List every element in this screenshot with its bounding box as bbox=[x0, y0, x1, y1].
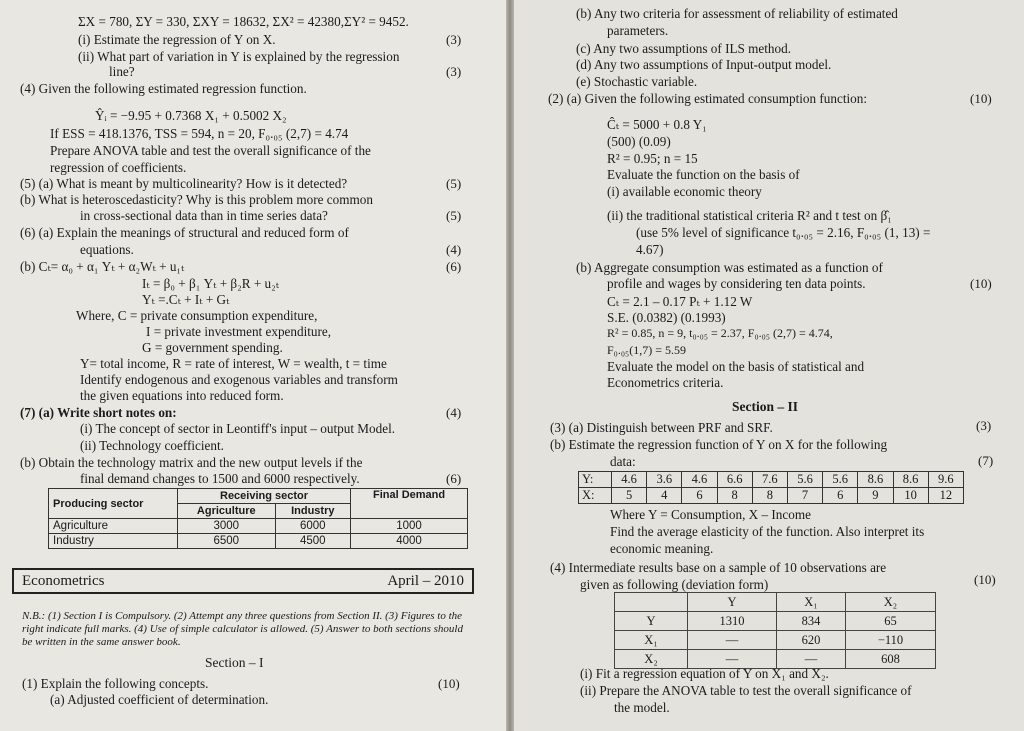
q5a: (5) (a) What is meant by multicolinearity? How is it detected? bbox=[20, 176, 348, 191]
q7b: (b) Obtain the technology matrix and the new output levels if the bbox=[20, 455, 363, 470]
table-header bbox=[615, 593, 936, 612]
mark: (5) bbox=[446, 176, 462, 191]
aggregate-eq: Cₜ = 2.1 – 0.17 Pₜ + 1.12 W bbox=[607, 294, 753, 309]
q4-intermediate-cont: given as following (deviation form) bbox=[580, 577, 769, 592]
cell: 6.6 bbox=[717, 472, 752, 488]
mark: (6) bbox=[446, 471, 462, 486]
cell: — bbox=[688, 631, 777, 650]
q2a-ii-cont: (use 5% level of significance t₀.₀₅ = 2.16, F₀.₀₅ (1, 13) = bbox=[636, 225, 931, 240]
cell: 9 bbox=[858, 488, 893, 504]
standard-errors: (500) (0.09) bbox=[607, 134, 671, 149]
page-gutter bbox=[506, 0, 514, 731]
q5b-cont: in cross-sectional data than in time series data? bbox=[80, 208, 328, 223]
q3-ii-cont: line? bbox=[109, 64, 135, 79]
table-row bbox=[615, 612, 936, 631]
cell: 7 bbox=[787, 488, 822, 504]
cell: 620 bbox=[776, 631, 845, 650]
cell: Y bbox=[615, 612, 688, 631]
cell: — bbox=[776, 650, 845, 669]
consumption-eq: Ĉₜ = 5000 + 0.8 Y₁ bbox=[607, 117, 707, 132]
q7a-ii: (ii) Technology coefficient. bbox=[80, 438, 224, 453]
where-i: I = private investment expenditure, bbox=[146, 324, 332, 339]
row-label: X: bbox=[579, 488, 612, 504]
q6b-task-cont: the given equations into reduced form. bbox=[80, 388, 284, 403]
cell: 4500 bbox=[275, 534, 351, 549]
q4-i: (i) Fit a regression equation of Y on X₁ and X₂. bbox=[580, 666, 829, 681]
table-row-x bbox=[579, 488, 964, 504]
subject-title: Econometrics bbox=[22, 573, 105, 589]
q1d: (d) Any two assumptions of Input-output model. bbox=[576, 57, 832, 72]
mark: (10) bbox=[970, 91, 992, 106]
th-agriculture: Agriculture bbox=[178, 504, 276, 519]
cell: X₁ bbox=[776, 593, 845, 612]
cell: 4.6 bbox=[612, 472, 647, 488]
mark: (6) bbox=[446, 259, 462, 274]
cell: 3.6 bbox=[647, 472, 682, 488]
q4-task-cont: regression of coefficients. bbox=[50, 160, 187, 175]
cell: X₁ bbox=[615, 631, 688, 650]
mark: (3) bbox=[446, 32, 462, 47]
mark: (10) bbox=[438, 676, 460, 691]
cell: Industry bbox=[49, 534, 178, 549]
r2-n: R² = 0.95; n = 15 bbox=[607, 151, 698, 166]
cell: 9.6 bbox=[928, 472, 963, 488]
q2a-ii: (ii) the traditional statistical criteria R² and t test on β̂₁ bbox=[607, 208, 892, 223]
cell: 65 bbox=[845, 612, 935, 631]
cell: X₂ bbox=[615, 650, 688, 669]
cell: 1310 bbox=[688, 612, 777, 631]
elasticity: Find the average elasticity of the function. Also interpret its bbox=[610, 524, 925, 539]
q4-intermediate: (4) Intermediate results base on a sample of 10 observations are bbox=[550, 560, 887, 575]
table-row bbox=[49, 534, 468, 549]
mark: (3) bbox=[446, 64, 462, 79]
q1a: (a) Adjusted coefficient of determination. bbox=[50, 692, 269, 707]
left-page bbox=[0, 0, 506, 731]
q5b: (b) What is heteroscedasticity? Why is this problem more common bbox=[20, 192, 373, 207]
cell: 1000 bbox=[351, 519, 468, 534]
right-page bbox=[514, 0, 1024, 731]
q7b-cont: final demand changes to 1500 and 6000 respectively. bbox=[80, 471, 360, 486]
cell: −110 bbox=[845, 631, 935, 650]
cell: 6 bbox=[682, 488, 717, 504]
cell: Y bbox=[688, 593, 777, 612]
where-y: Y= total income, R = rate of interest, W = wealth, t = time bbox=[80, 356, 387, 371]
q1: (1) Explain the following concepts. bbox=[22, 676, 209, 691]
th-final: Final Demand bbox=[351, 489, 468, 519]
q7a-i: (i) The concept of sector in Leontiff's input – output Model. bbox=[80, 421, 396, 436]
yx-data-table bbox=[578, 471, 964, 504]
q3-ii: (ii) What part of variation in Y is explained by the regression bbox=[78, 49, 400, 64]
aggregate-se: S.E. (0.0382) (0.1993) bbox=[607, 310, 726, 325]
q6b-eq3: Yₜ =.Cₜ + Iₜ + Gₜ bbox=[142, 292, 230, 307]
q6b-eq1: (b) Cₜ= α₀ + α₁ Yₜ + α₂Wₜ + u₁ₜ bbox=[20, 259, 185, 274]
cell: 834 bbox=[776, 612, 845, 631]
q2a: (2) (a) Given the following estimated consumption function: bbox=[548, 91, 867, 106]
mark: (7) bbox=[978, 453, 994, 468]
cell: 5.6 bbox=[787, 472, 822, 488]
q6b-eq2: Iₜ = β₀ + β₁ Yₜ + β₂R + u₂ₜ bbox=[142, 276, 280, 291]
mark: (10) bbox=[974, 572, 996, 587]
th-receiving: Receiving sector bbox=[178, 489, 351, 504]
cell: — bbox=[688, 650, 777, 669]
nb-instructions: N.B.: (1) Section I is Compulsory. (2) Attempt any three questions from Section II. (3) Figures to the right indicate full marks. (4) Use of simple calculator is allowed. (5) Answer to both sections should be written in the same answer book. bbox=[22, 610, 463, 648]
q4-ii-cont: the model. bbox=[614, 700, 670, 715]
q3b-cont: data: bbox=[610, 454, 636, 469]
cell: 4.6 bbox=[682, 472, 717, 488]
q2a-ii-cont2: 4.67) bbox=[636, 242, 664, 257]
cell: 12 bbox=[928, 488, 963, 504]
cell: 6 bbox=[823, 488, 858, 504]
cell: 8 bbox=[717, 488, 752, 504]
ess-tss: If ESS = 418.1376, TSS = 594, n = 20, F₀.₀₅ (2,7) = 4.74 bbox=[50, 126, 349, 141]
q2a-i: (i) available economic theory bbox=[607, 184, 762, 199]
cell: 6500 bbox=[178, 534, 276, 549]
deviation-table bbox=[614, 592, 936, 669]
mark: (4) bbox=[446, 405, 462, 420]
table-row bbox=[49, 519, 468, 534]
cell: 608 bbox=[845, 650, 935, 669]
q4-ii: (ii) Prepare the ANOVA table to test the overall significance of bbox=[580, 683, 912, 698]
cell: 8.6 bbox=[893, 472, 928, 488]
cell: 6000 bbox=[275, 519, 351, 534]
cell bbox=[615, 593, 688, 612]
mark: (3) bbox=[976, 418, 992, 433]
cell: 3000 bbox=[178, 519, 276, 534]
q2b-task: Evaluate the model on the basis of statistical and bbox=[607, 359, 865, 374]
cell: 4000 bbox=[351, 534, 468, 549]
where-y-x: Where Y = Consumption, X – Income bbox=[610, 507, 811, 522]
mark: (5) bbox=[446, 208, 462, 223]
q2b-cont: profile and wages by considering ten data points. bbox=[607, 276, 866, 291]
mark: (4) bbox=[446, 242, 462, 257]
q7a: (7) (a) Write short notes on: bbox=[20, 405, 177, 420]
regression-eq: Ŷᵢ = −9.95 + 0.7368 X₁ + 0.5002 X₂ bbox=[95, 108, 287, 123]
section-2-heading: Section – II bbox=[732, 399, 799, 414]
cell: 4 bbox=[647, 488, 682, 504]
q2b: (b) Aggregate consumption was estimated as a function of bbox=[576, 260, 883, 275]
where-c: Where, C = private consumption expenditure, bbox=[76, 308, 318, 323]
q1e: (e) Stochastic variable. bbox=[576, 74, 698, 89]
exam-date: April – 2010 bbox=[387, 573, 464, 589]
where-g: G = government spending. bbox=[142, 340, 283, 355]
th-producing: Producing sector bbox=[49, 489, 178, 519]
q3a: (3) (a) Distinguish between PRF and SRF. bbox=[550, 420, 773, 435]
given-sums: ΣX = 780, ΣY = 330, ΣXY = 18632, ΣX² = 42380,ΣY² = 9452. bbox=[78, 14, 409, 29]
th-industry: Industry bbox=[275, 504, 351, 519]
q6b-task: Identify endogenous and exogenous variables and transform bbox=[80, 372, 398, 387]
cell: 8.6 bbox=[858, 472, 893, 488]
cell: X₂ bbox=[845, 593, 935, 612]
q1b: (b) Any two criteria for assessment of reliability of estimated bbox=[576, 6, 898, 21]
section-1-heading: Section – I bbox=[205, 655, 264, 670]
cell: 5.6 bbox=[823, 472, 858, 488]
table-row bbox=[615, 631, 936, 650]
q3-i: (i) Estimate the regression of Y on X. bbox=[78, 32, 276, 47]
q1b-cont: parameters. bbox=[607, 23, 669, 38]
evaluate: Evaluate the function on the basis of bbox=[607, 167, 800, 182]
q6a-cont: equations. bbox=[80, 242, 134, 257]
table-row-y bbox=[579, 472, 964, 488]
cell: 5 bbox=[612, 488, 647, 504]
q6a: (6) (a) Explain the meanings of structural and reduced form of bbox=[20, 225, 349, 240]
cell: Agriculture bbox=[49, 519, 178, 534]
elasticity-cont: economic meaning. bbox=[610, 541, 714, 556]
mark: (10) bbox=[970, 276, 992, 291]
q3b: (b) Estimate the regression function of Y on X for the following bbox=[550, 437, 888, 452]
aggregate-stats: R² = 0.85, n = 9, t₀.₀₅ = 2.37, F₀.₀₅ (2,7) = 4.74, bbox=[607, 326, 833, 340]
aggregate-f: F₀.₀₅(1,7) = 5.59 bbox=[607, 343, 686, 357]
cell: 10 bbox=[893, 488, 928, 504]
q1c: (c) Any two assumptions of ILS method. bbox=[576, 41, 792, 56]
exam-banner bbox=[12, 568, 474, 594]
cell: 7.6 bbox=[752, 472, 787, 488]
q2b-task-cont: Econometrics criteria. bbox=[607, 375, 724, 390]
cell: 8 bbox=[752, 488, 787, 504]
q4-task: Prepare ANOVA table and test the overall significance of the bbox=[50, 143, 371, 158]
leontief-table bbox=[48, 488, 468, 549]
q4: (4) Given the following estimated regression function. bbox=[20, 81, 307, 96]
row-label: Y: bbox=[579, 472, 612, 488]
